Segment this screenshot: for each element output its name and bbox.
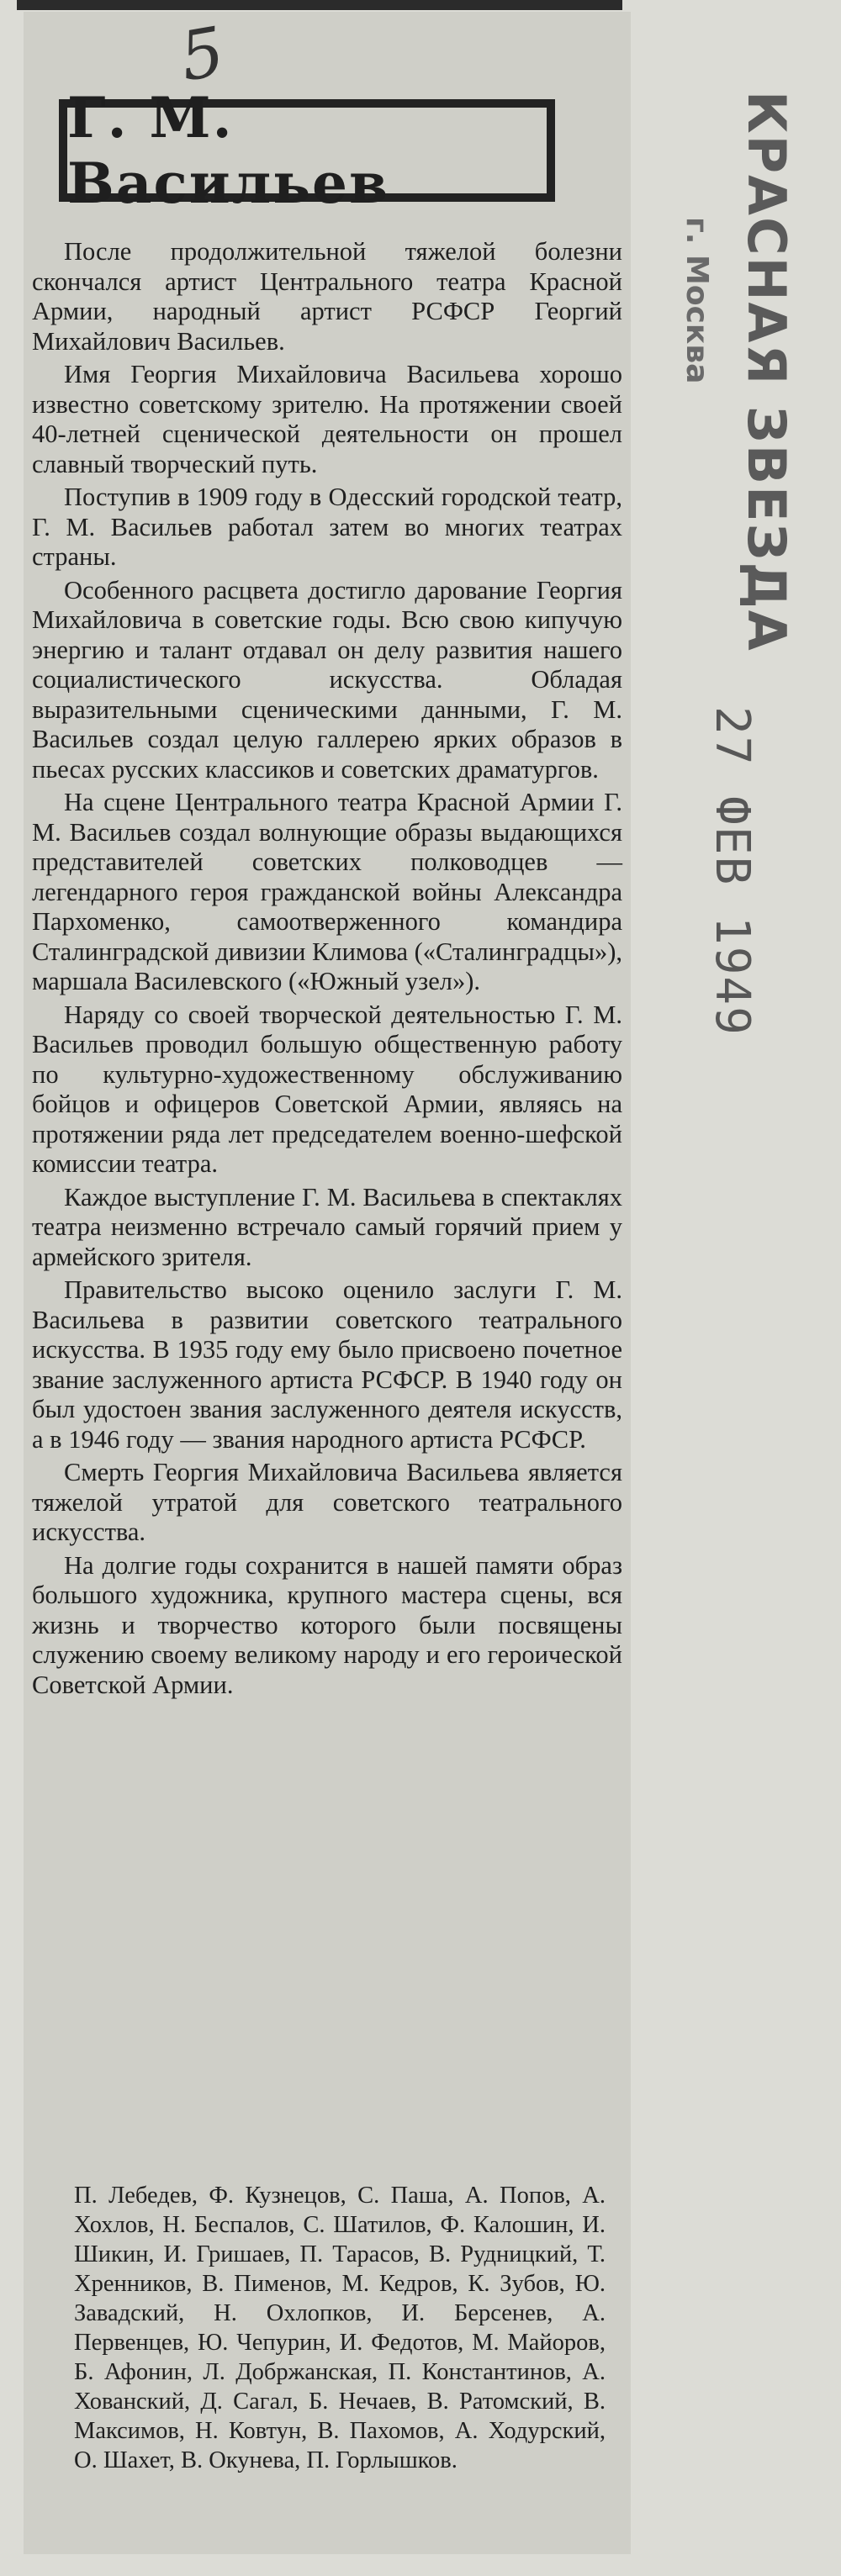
paragraph: Имя Георгия Михайловича Васильева хорошо известно советскому зрителю. На протяжении своей 40-летней сценической деятельности он прошел славный творческий путь. xyxy=(32,360,622,478)
title-frame xyxy=(59,85,555,216)
paragraph: Поступив в 1909 году в Одесский городской театр, Г. М. Васильев работал затем во многих театрах страны. xyxy=(32,483,622,571)
date-stamp: 27 ФЕВ 1949 xyxy=(705,706,759,1037)
paragraph: На сцене Центрального театра Красной Армии Г. М. Васильев создал волнующие образы выдающихся представителей советских полководцев — легендарного героя гражданской войны Александра Пархоменко, самоотверженного командира Сталинградской дивизии Климова («Сталинградцы»), маршала Василевского («Южный узел»). xyxy=(32,788,622,995)
newspaper-stamp: КРАСНАЯ ЗВЕЗДА xyxy=(736,91,797,652)
top-rule xyxy=(17,0,622,10)
paragraph: После продолжительной тяжелой болезни скончался артист Центрального театра Красной Армии, народный артист РСФСР Георгий Михайлович Васильев. xyxy=(32,237,622,356)
paragraph: Наряду со своей творческой деятельностью Г. М. Васильев проводил большую общественную работу по культурно-художественному обслуживанию бойцов и офицеров Советской Армии, являясь на протяжении ряда лет председателем военно-шефской комиссии театра. xyxy=(32,1000,622,1178)
article-body xyxy=(32,237,622,1703)
paragraph: Особенного расцвета достигло дарование Георгия Михайловича в советские годы. Всю свою кипучую энергию и талант отдавал он делу развития нашего социалистического искусства. Обладая выразительными сценическими данными, Г. М. Васильев создал целую галлерею ярких образов в пьесах русских классиков и советских драматургов. xyxy=(32,575,622,784)
signatures: П. Лебедев, Ф. Кузнецов, С. Паша, А. Попов, А. Хохлов, Н. Беспалов, С. Шатилов, Ф. Калошин, И. Шикин, И. Гришаев, П. Тарасов, В. Рудницкий, Т. Хренников, В. Пименов, М. Кедров, К. Зубов, Ю. Завадский, Н. Охлопков, И. Берсенев, А. Первенцев, Ю. Чепурин, И. Федотов, М. Майоров, Б. Афонин, Л. Добржанская, П. Константинов, А. Хованский, Д. Сагал, Б. Нечаев, В. Ратомский, В. Максимов, Н. Ковтун, В. Пахомов, А. Ходурский, О. Шахет, В. Окунева, П. Горлышков. xyxy=(74,2183,606,2473)
paragraph: На долгие годы сохранится в нашей памяти образ большого художника, крупного мастера сцены, вся жизнь и творчество которого были посвящены служению своему великому народу и его героической Советской Армии. xyxy=(32,1550,622,1699)
stamp-city: г. Москва xyxy=(680,217,714,384)
paragraph: Каждое выступление Г. М. Васильева в спектаклях театра неизменно встречало самый горячий прием у армейского зрителя. xyxy=(32,1182,622,1271)
handwritten-mark: 5 xyxy=(174,12,230,97)
article-title: Г. М. Васильев xyxy=(67,85,389,216)
paragraph: Смерть Георгия Михайловича Васильева является тяжелой утратой для советского театрального искусства. xyxy=(32,1458,622,1546)
paragraph: Правительство высоко оценило заслуги Г. М. Васильева в развитии советского театрального искусства. В 1935 году ему было присвоено почетное звание заслуженного артиста РСФСР. В 1940 году он был удостоен звания заслуженного деятеля искусств, а в 1946 году — звания народного артиста РСФСР. xyxy=(32,1275,622,1454)
